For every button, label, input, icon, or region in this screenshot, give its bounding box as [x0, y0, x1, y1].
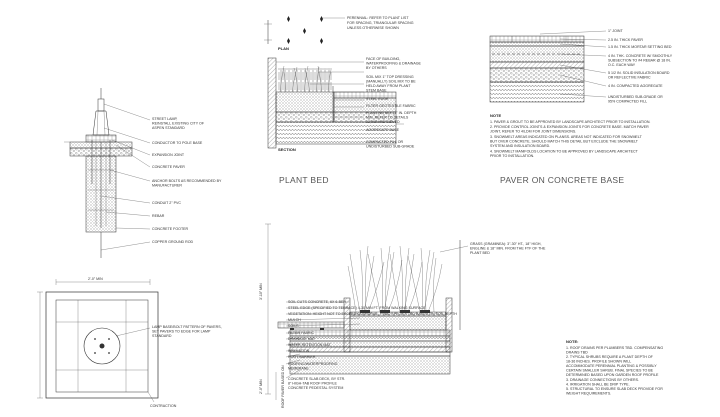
- lamp-label-2: ASPEN STANDARD: [152, 126, 185, 130]
- plant-bed-note-0: PERENNIAL: REFER TO PLANT LIST: [347, 16, 409, 20]
- roof-dim-side: 2'-0" MIN: [259, 379, 263, 394]
- plant-bed-section: [268, 57, 422, 185]
- roof-dim-top: 3'-10" MIN: [259, 283, 263, 300]
- paver-label-6: 5 1/2 IN. SOLID INSULATION BOARD: [608, 71, 670, 75]
- plant-bed-note-7: (MANUALLY) SOIL MIX TO BE: [366, 79, 416, 84]
- plant-bed-note-10: STEEL EDGE: [366, 97, 389, 101]
- roof-label-0: GRASS (GRAMINEA): 3"-30" HT., 18" HIGH,: [470, 242, 542, 246]
- paver-label-10: 95% COMPACTED FILL: [608, 99, 648, 104]
- roof-dim-left: ROOF PAVER BASED ON: [281, 365, 285, 408]
- plant-bed-note-2: UNLESS OTHERWISE SHOWN: [347, 26, 399, 30]
- plant-bed-note-3: FACE OF BUILDING,: [366, 57, 401, 61]
- plant-bed-note-8: HELD AWAY FROM PLANT: [366, 84, 411, 88]
- lamp-label-9: REBAR: [152, 214, 165, 218]
- lamp-label-7: MANUFACTURER: [152, 183, 182, 188]
- paver-note-7: PRIOR TO INSTALLATION.: [490, 154, 535, 158]
- roof-label-7: SOILS: [288, 324, 299, 328]
- paver-note-5: SYSTEM AND INSULATION BOARD.: [490, 144, 551, 148]
- paver-note-0: 1. PAVER & GROUT TO BE APPROVED BY LANDSCAPE ARCHITECT PRIOR TO INSTALLATION.: [490, 120, 651, 124]
- roof-label-4: STEEL EDGE (SPECIFIED TO TERRACE) 4-30 MIN FT. FROM WALKING SURFACE: [288, 306, 426, 310]
- roof-label-6: MULCH: [288, 318, 301, 322]
- paver-section: [490, 29, 673, 185]
- roof-note-4: ACCOMMODATE PERENNIAL PLANTING & POSSIBLY: [566, 364, 657, 368]
- lamp-label-0: STREET LAMP,: [152, 117, 178, 121]
- paver-label-2: 1.5 IN. THICK MORTAR SETTING BED: [608, 45, 672, 49]
- lamp-plan-label-2: STANDARD: [152, 334, 172, 338]
- lamp-label-10: CONCRETE FOOTER: [152, 227, 189, 231]
- paver-note-6: 4. SNOWMELT MANIFOLDS LOCATION TO BE APPROVED BY LANDSCAPE ARCHITECT: [490, 149, 638, 154]
- lamp-plan-label-3: CONTRACTION: [150, 404, 177, 408]
- plant-bed-note-11: FILTER GEOTEXTILE FABRIC: [366, 104, 416, 108]
- paver-label-7: OR REFLECTIVE FABRIC: [608, 75, 651, 80]
- roof-label-1: ENGLINE & 18" MIN. FROM THE FTF OF THE: [470, 246, 546, 251]
- paver-label-9: UNDISTURBED SUB-GRADE OR: [608, 95, 663, 99]
- plant-bed-note-14: 12,000 AND SIEVED: [366, 120, 400, 124]
- roof-note-7: 3. DRAINAGE CONNECTIONS BY OTHERS.: [566, 378, 640, 382]
- roof-garden-section: [259, 224, 663, 408]
- roof-label-10: WATER RETENTION MAT: [288, 343, 331, 347]
- plant-bed-title: PLANT BED: [279, 175, 329, 185]
- roof-note-5: CERTAIN SMALLER SHRUB. FINAL SPECIES TO BE: [566, 368, 654, 373]
- roof-note-9: 5. STRUCTURAL TO ENSURE SLAB DECK PROVIDE FOR: [566, 387, 663, 391]
- roof-label-3: SOIL CUTS CONCRETE, 6X 6-BEH: [288, 300, 346, 304]
- paver-label-0: 1" JOINT: [608, 29, 623, 33]
- roof-note-3: 18-36 INCHES. PROFILE SHOWN WILL: [566, 359, 632, 364]
- roof-label-15: CONCRETE SLAB DECK, BY STR.: [288, 377, 346, 381]
- plant-bed-note-12: PLANTING MIX 12" IN. DEPTH: [366, 111, 417, 115]
- lamp-label-3: CONDUCTOR TO POLE BASE: [152, 141, 203, 145]
- paver-note-4: BUT OVER CONCRETE, SHOULD MATCH THIS DETAIL BUT EXCLUDE THE SNOWMELT: [490, 139, 638, 144]
- roof-note-6: DETERMINED BASED UPON GARDEN ROOF PROFILE: [566, 373, 659, 377]
- paver-note-heading: NOTE: [490, 113, 502, 118]
- plant-bed-note-15: AGGREGATE BASE: [366, 128, 400, 132]
- roof-label-8: FILTER FABRIC: [288, 331, 315, 335]
- lamp-plan-dim: 2'-0" MIN: [88, 277, 103, 281]
- roof-note-10: WEIGHT REQUIREMENTS.: [566, 391, 612, 396]
- roof-label-14: MEMBRANE: [288, 366, 309, 371]
- paver-note-2: JOINT, REFER TO 4/LDM FOR JOINT DIMENSIONS.: [490, 129, 577, 134]
- paver-note-3: 3. SNOWMELT AREAS INDICATED ON PLANSS. AREAS NOT INDICATED FOR SNOWMELT: [490, 135, 642, 139]
- plant-bed-note-5: BY OTHERS: [366, 66, 387, 70]
- roof-label-16: 8" HIGH-TAB ROOF PROFILE: [288, 381, 337, 386]
- roof-label-13: ROOFING/WATERPROOFING: [288, 362, 338, 366]
- paver-note-1: 2. PROVIDE CONTROL JOINTS & EXPANSION JOINTS FOR CONCRETE BASE. MATCH PAVER: [490, 125, 649, 129]
- plant-bed-plan: [264, 16, 414, 51]
- roof-note-1: DRAINS TBD: [566, 350, 588, 355]
- plant-bed-note-6: SOIL MIX 1" TOP DRESSING: [366, 75, 414, 79]
- lamp-label-1: REINSTALL EXISTING CITY OF: [152, 121, 205, 126]
- section-label: SECTION: [278, 147, 296, 152]
- lamp-plan-label-0: LAMP BASE/BOLT PATTERN OF PAVERS,: [152, 325, 222, 329]
- paver-label-8: 4 IN. COMPACTED AGGREGATE: [608, 84, 663, 88]
- lamp-label-11: COPPER GROUND ROD: [152, 240, 194, 244]
- plant-bed-note-4: WATERPROOFING & DRAINAGE: [366, 61, 421, 66]
- plan-label: PLAN: [278, 46, 289, 51]
- roof-note-2: 2. TYPICAL SHRUBS REQUIRE A PLANT DEPTH OF: [566, 355, 653, 359]
- plant-bed-note-16: COMPACTED FILL OR: [366, 140, 404, 144]
- paver-title: PAVER ON CONCRETE BASE: [500, 175, 625, 185]
- paver-label-4: SUBSECTION TO #4 REBAR @ 18 IN.: [608, 58, 671, 63]
- lamp-label-8: CONDUIT 2" PVC: [152, 201, 181, 205]
- roof-label-17: CONCRETE PEDESTAL SYSTEM: [288, 386, 344, 390]
- plant-bed-note-1: FOR SPACING, TRIANGULAR SPACING: [347, 21, 414, 25]
- roof-label-2: PLANT BED: [470, 251, 490, 255]
- roof-label-9: DRAINAGE MAT: [288, 337, 316, 341]
- paver-label-5: O.C. EACH WAY: [608, 63, 636, 67]
- plant-bed-note-13: MIN. REFER TO DETAILS: [366, 115, 409, 120]
- roof-note-0: 1. ROOF DRAINS PER PLUMBERS TBD. COMPENSATING: [566, 346, 664, 350]
- roof-label-5: VEGETATION: HEIGHT NOT TO EXCEED GUARDRAIL, FINAL SPECIES TBD BASED ON SOIL DEPTH: [288, 312, 457, 316]
- roof-note-8: 4. IRRIGATION SHALL BE DRIP TYPE.: [566, 382, 630, 387]
- paver-label-3: 4 IN. THK. CONCRETE W/ SMOOTHLY: [608, 54, 673, 58]
- lamp-label-5: CONCRETE PAVER: [152, 165, 185, 169]
- lamp-plan-label-1: SET PAVERS TO EDGE FOR LAMP: [152, 329, 211, 334]
- roof-label-11: INSULATION: [288, 349, 310, 353]
- plant-bed-note-17: UNDISTURBED SUB-GRADE: [366, 144, 415, 149]
- roof-note-heading: NOTE:: [566, 339, 579, 344]
- lamp-base-plan: [37, 277, 222, 408]
- roof-label-12: ROOT BARRIER: [288, 355, 316, 359]
- street-lamp-section: [64, 88, 222, 258]
- plant-bed-note-9: STEM BASE: [366, 88, 387, 93]
- lamp-label-6: ANCHOR BOLTS AS RECOMMENDED BY: [152, 179, 222, 183]
- paver-label-1: 2.5 IN. THICK PAVER: [608, 38, 643, 42]
- lamp-label-4: EXPANSION JOINT: [152, 153, 185, 157]
